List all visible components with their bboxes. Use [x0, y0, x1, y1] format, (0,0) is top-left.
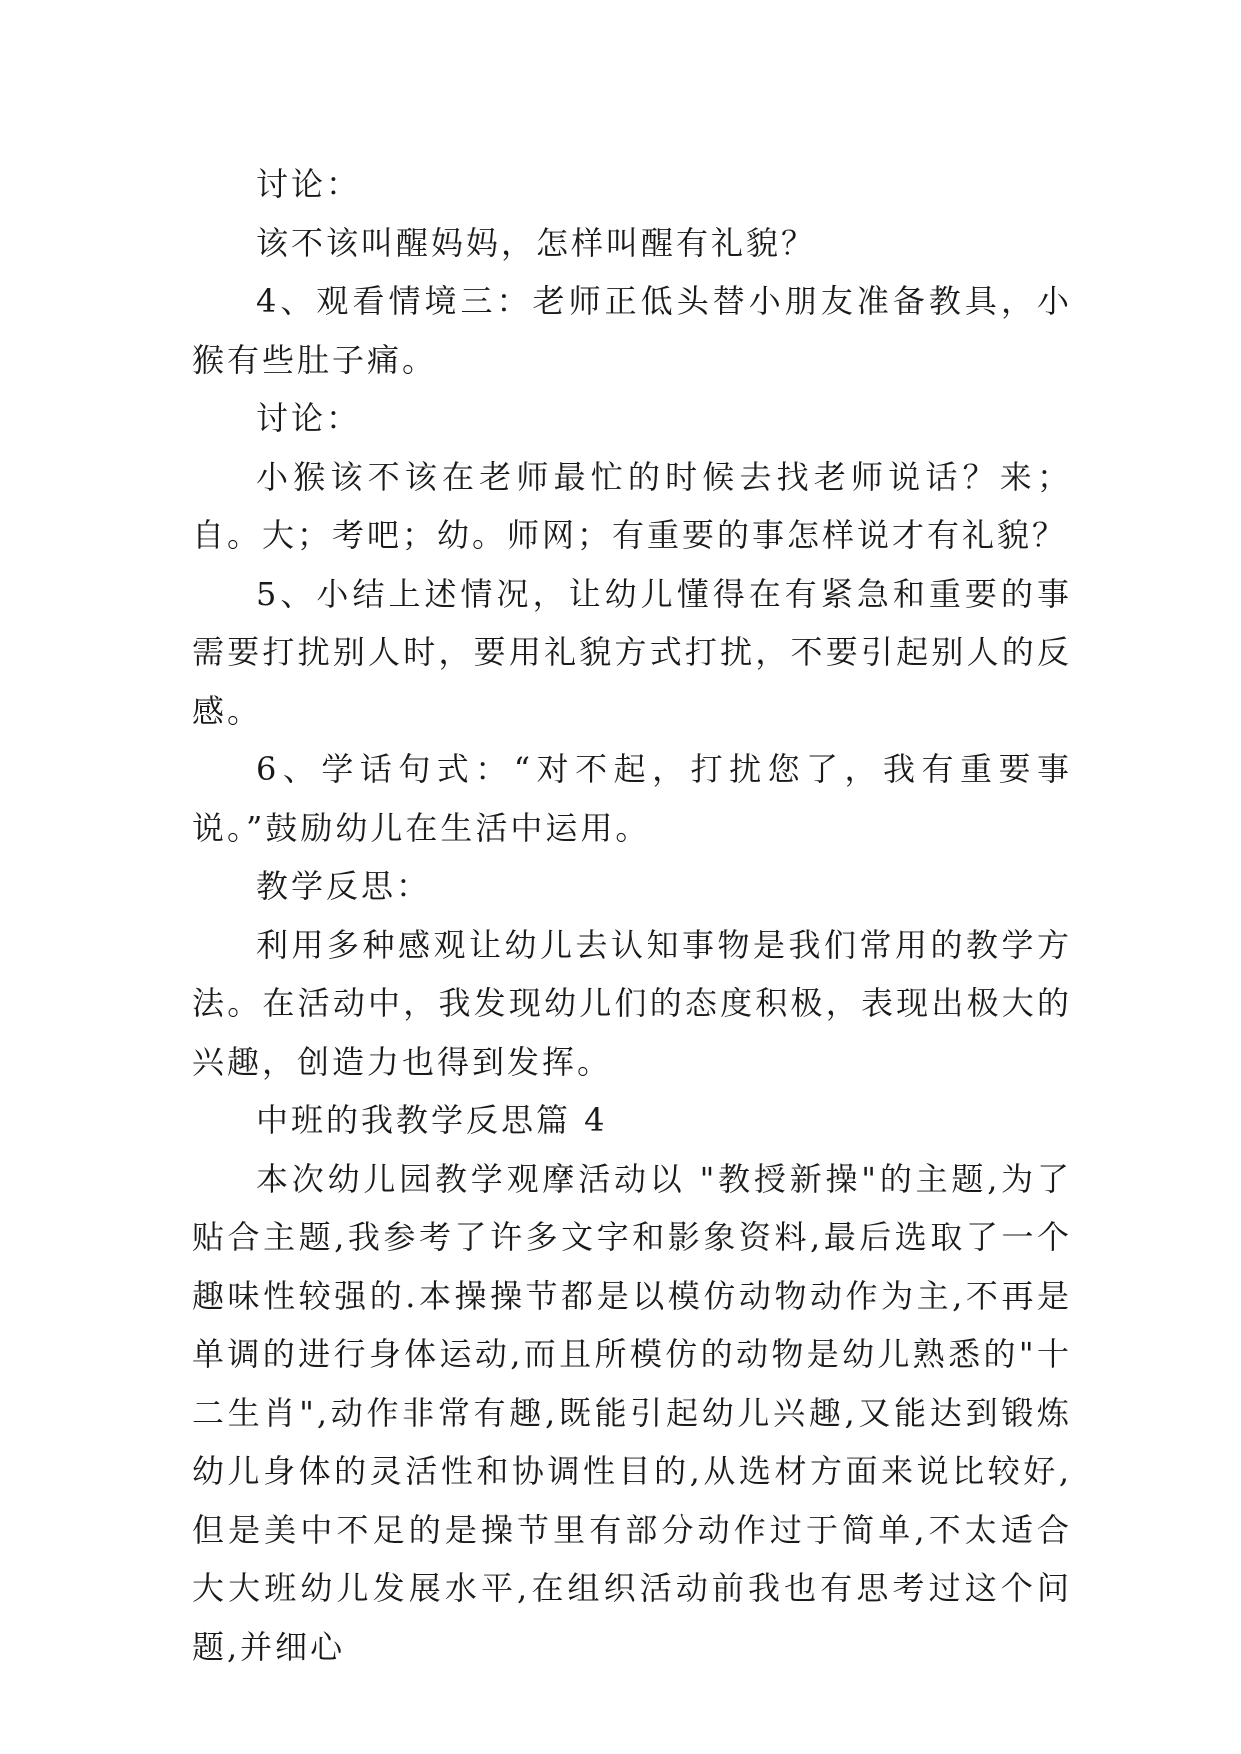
paragraph-reflection-body: 利用多种感观让幼儿去认知事物是我们常用的教学方法。在活动中，我发现幼儿们的态度积极，表现出极大的兴趣，创造力也得到发挥。: [192, 925, 1072, 1081]
paragraph-scenario-3: 4、观看情境三：老师正低头替小朋友准备教具，小猴有些肚子痛。: [192, 282, 1072, 379]
paragraph-discussion-2: 讨论：: [256, 399, 362, 437]
paragraph-reflection-heading: 教学反思：: [256, 867, 432, 905]
document-body: [192, 155, 1072, 1676]
paragraph-summary-5: 5、小结上述情况，让幼儿懂得在有紧急和重要的事需要打扰别人时，要用礼貌方式打扰，不要引起别人的反感。: [192, 574, 1072, 730]
section-title-part-4: 中班的我教学反思篇 4: [256, 1101, 608, 1139]
paragraph-sentence-pattern-6: 6、学话句式：“对不起，打扰您了，我有重要事说。”鼓励幼儿在生活中运用。: [192, 750, 1072, 847]
paragraph-wake-mother: 该不该叫醒妈妈，怎样叫醒有礼貌？: [256, 223, 817, 262]
paragraph-monkey-question: 小猴该不该在老师最忙的时候去找老师说话？来；自。大；考吧；幼。师网；有重要的事怎样说才有礼貌？: [192, 457, 1072, 554]
paragraph-discussion-1: 讨论：: [256, 165, 362, 203]
paragraph-observation-activity: 本次幼儿园教学观摩活动以 "教授新操"的主题,为了贴合主题,我参考了许多文字和影象资料,最后选取了一个趣味性较强的.本操操节都是以模仿动物动作为主,不再是单调的进行身体运动,而且所模仿的动物是幼儿熟悉的"十二生肖",动作非常有趣,既能引起幼儿兴趣,又能达到锻炼幼儿身体的灵活性和协调性目的,从选材方面来说比较好,但是美中不足的是操节里有部分动作过于简单,不太适合大大班幼儿发展水平,在组织活动前我也有思考过这个问题,并细心: [192, 1159, 1072, 1666]
